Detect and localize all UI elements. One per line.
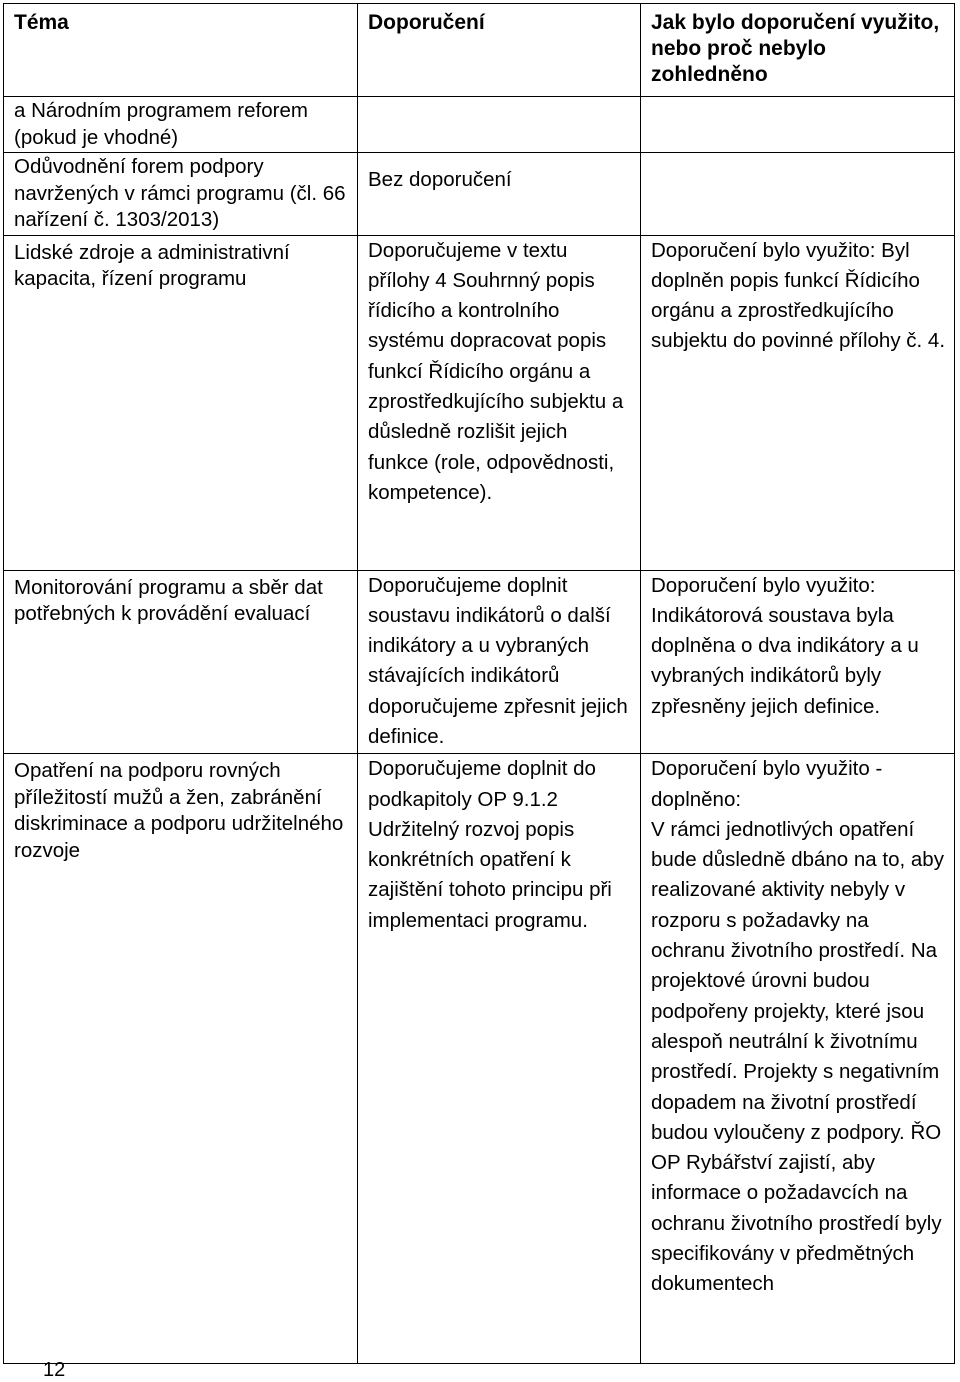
cell-tema [4, 570, 358, 754]
cell-tema [4, 754, 358, 1364]
cell-vyuziti [641, 235, 955, 570]
recommendations-table [3, 3, 955, 1364]
cell-tema: a Národním programem reforem (pokud je vhodné) [4, 97, 358, 153]
page-number: 12 [43, 1359, 66, 1381]
cell-tema [4, 235, 358, 570]
topic-text: Lidské zdroje a administrativní kapacita, řízení programu [14, 240, 290, 290]
table-row [4, 153, 955, 236]
cell-vyuziti [641, 570, 955, 754]
usage-intro-text: Doporučení bylo využito - doplněno: [651, 757, 883, 811]
header-vyuziti: Jak bylo doporučení využito, nebo proč nebylo zohledněno [641, 4, 955, 97]
cell-tema: Odůvodnění forem podpory navržených v rámci programu (čl. 66 nařízení č. 1303/2013) [4, 153, 358, 236]
recommendation-text: Doporučujeme doplnit soustavu indikátorů o další indikátory a u vybraných stávajících indikátorů doporučujeme zpřesnit jejich definice. [368, 573, 628, 748]
usage-text: Doporučení bylo využito: Byl doplněn popis funkcí Řídicího orgánu a zprostředkujícího subjektu do povinné přílohy č. 4. [651, 238, 946, 353]
topic-text: Monitorování programu a sběr dat potřebných k provádění evaluací [14, 575, 323, 625]
table-row [4, 754, 955, 1364]
cell-doporuceni [358, 754, 641, 1364]
cell-vyuziti [641, 97, 955, 153]
usage-text: V rámci jednotlivých opatření bude důsledně dbáno na to, aby realizované aktivity nebyly v rozporu s požadavky na ochranu životního prostředí. Na projektové úrovni budou podpořeny projekty, které jsou alespoň neutrální k životnímu prostředí. Projekty s negativním dopadem na životní prostředí budou vyloučeny z podpory. ŘO OP Rybářství zajistí, aby informace o požadavcích na ochranu životního prostředí byly specifikovány v předmětných dokumentech [651, 817, 944, 1296]
cell-doporuceni [358, 153, 641, 236]
cell-vyuziti [641, 153, 955, 236]
cell-vyuziti [641, 754, 955, 1364]
recommendation-text: Doporučujeme doplnit do podkapitoly OP 9.1.2 Udržitelný rozvoj popis konkrétních opatření k zajištění tohoto principu při implementaci programu. [368, 757, 612, 932]
header-tema: Téma [4, 4, 358, 97]
table-header-row [4, 4, 955, 97]
cell-doporuceni [358, 97, 641, 153]
topic-text: Opatření na podporu rovných příležitostí mužů a žen, zabránění diskriminace a podporu udržitelného rozvoje [14, 759, 344, 862]
table-row [4, 97, 955, 153]
table-row [4, 235, 955, 570]
recommendation-text: Doporučujeme v textu přílohy 4 Souhrnný popis řídicího a kontrolního systému dopracovat popis funkcí Řídicího orgánu a zprostředkujícího subjektu a důsledně rozlišit jejich funkce (role, odpovědnosti, kompetence). [368, 238, 624, 504]
table-row [4, 570, 955, 754]
cell-doporuceni [358, 570, 641, 754]
header-doporuceni: Doporučení [358, 4, 641, 97]
cell-doporuceni [358, 235, 641, 570]
usage-text: Doporučení bylo využito: Indikátorová soustava byla doplněna o dva indikátory a u vybraných indikátorů byly zpřesněny jejich definice. [651, 573, 919, 718]
recommendation-text: Bez doporučení [368, 168, 512, 191]
